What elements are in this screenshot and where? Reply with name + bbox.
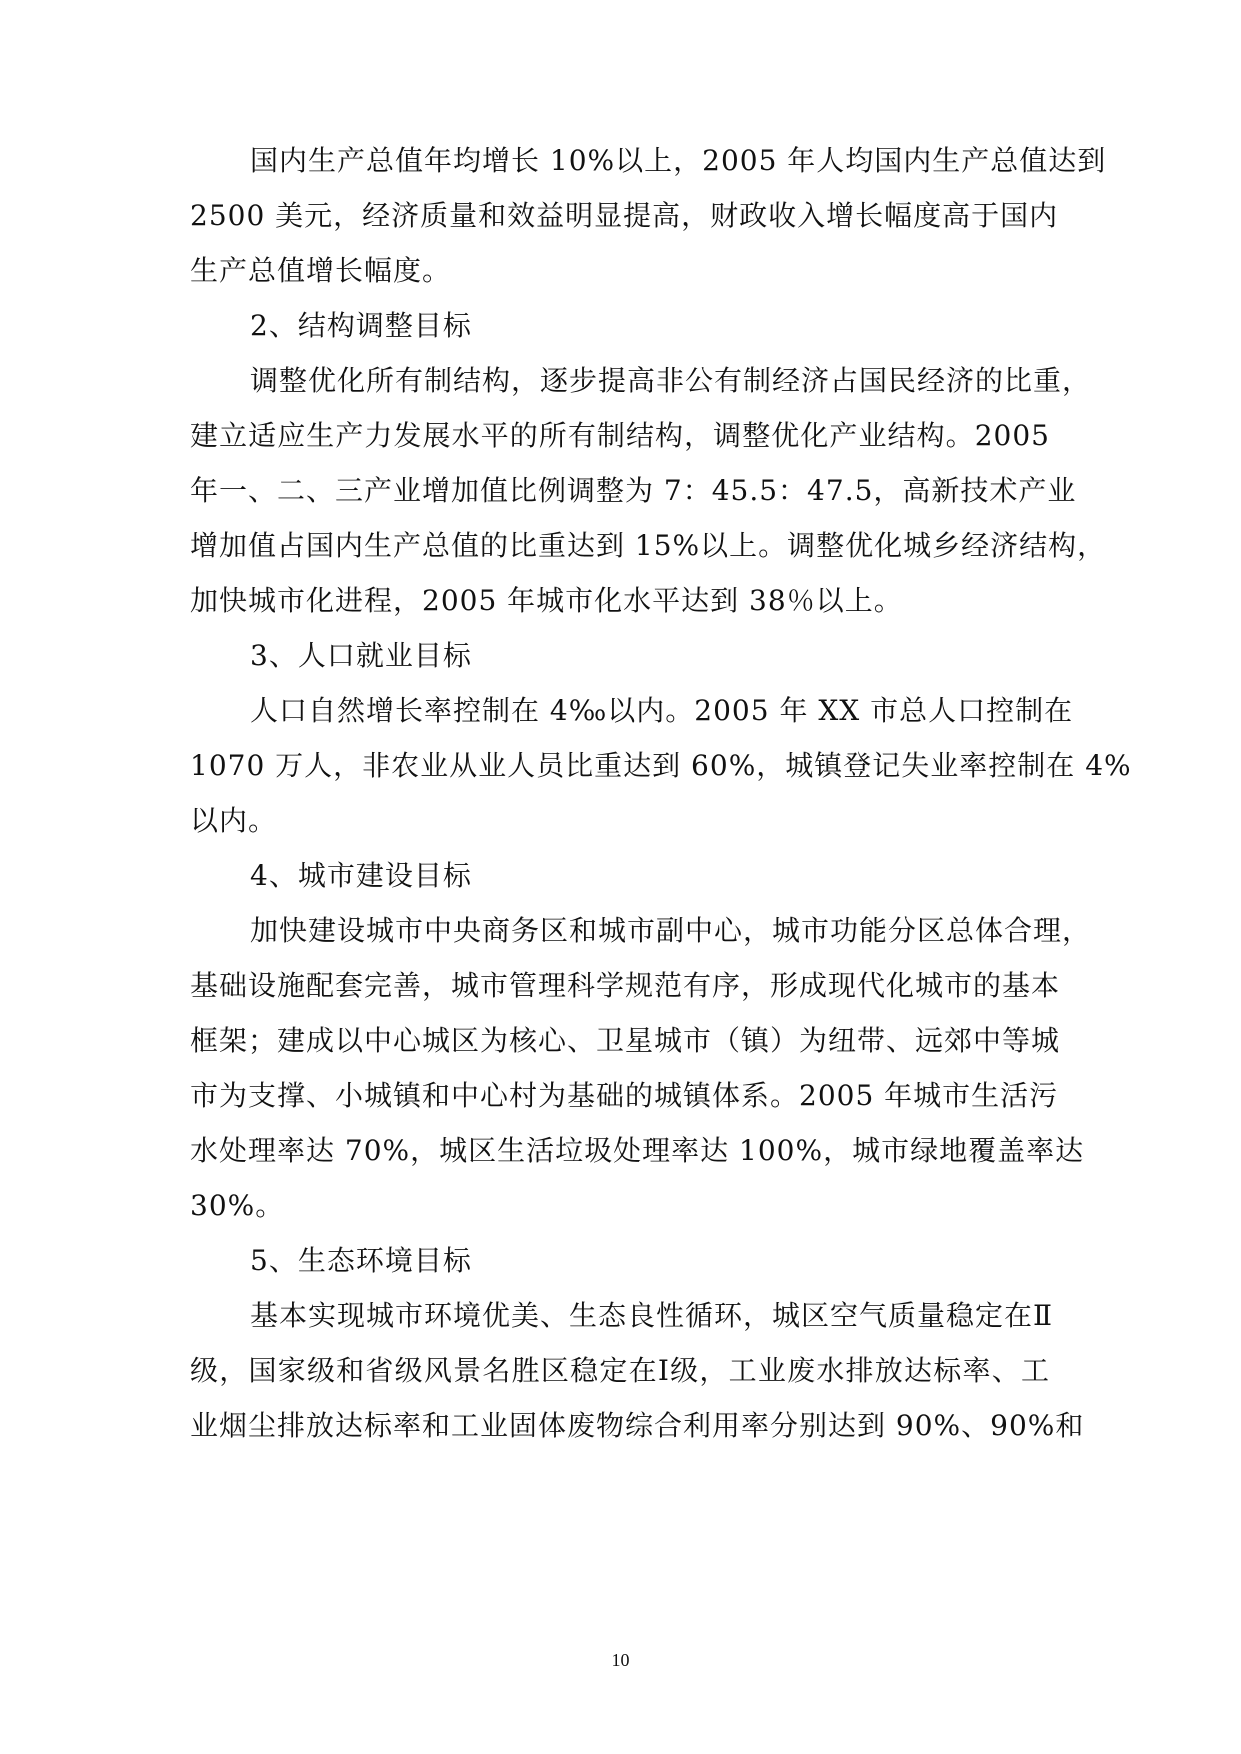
section-heading: 4、城市建设目标 [250, 859, 472, 892]
text-line: 级，国家级和省级风景名胜区稳定在Ⅰ级，工业废水排放达标率、工 [190, 1354, 1050, 1387]
text-line: 国内生产总值年均增长 10%以上，2005 年人均国内生产总值达到 [250, 144, 1107, 177]
text-line: 建立适应生产力发展水平的所有制结构，调整优化产业结构。2005 [190, 419, 1050, 452]
text-line: 基础设施配套完善，城市管理科学规范有序，形成现代化城市的基本 [190, 969, 1061, 1002]
text-line: 加快建设城市中央商务区和城市副中心，城市功能分区总体合理， [250, 914, 1092, 947]
page-number: 10 [611, 1650, 630, 1670]
text-line: 业烟尘排放达标率和工业固体废物综合利用率分别达到 90%、90%和 [190, 1409, 1085, 1442]
text-line: 生产总值增长幅度。 [190, 254, 452, 287]
text-line: 1070 万人，非农业从业人员比重达到 60%，城镇登记失业率控制在 4% [190, 749, 1132, 782]
text-line: 增加值占国内生产总值的比重达到 15%以上。调整优化城乡经济结构， [190, 529, 1107, 562]
text-line: 人口自然增长率控制在 4‰以内。2005 年 XX 市总人口控制在 [250, 694, 1074, 727]
section-heading: 2、结构调整目标 [250, 309, 472, 342]
section-heading: 3、人口就业目标 [250, 639, 472, 672]
text-line: 基本实现城市环境优美、生态良性循环，城区空气质量稳定在Ⅱ [250, 1299, 1054, 1332]
text-line: 年一、二、三产业增加值比例调整为 7：45.5：47.5，高新技术产业 [190, 474, 1077, 507]
text-line: 框架；建成以中心城区为核心、卫星城市（镇）为纽带、远郊中等城 [190, 1024, 1061, 1057]
text-line: 加快城市化进程，2005 年城市化水平达到 38％以上。 [190, 584, 903, 617]
text-line: 30%。 [190, 1189, 285, 1222]
text-line: 市为支撑、小城镇和中心村为基础的城镇体系。2005 年城市生活污 [190, 1079, 1059, 1112]
text-line: 2500 美元，经济质量和效益明显提高，财政收入增长幅度高于国内 [190, 199, 1059, 232]
text-line: 以内。 [190, 804, 278, 837]
text-line: 水处理率达 70%，城区生活垃圾处理率达 100%，城市绿地覆盖率达 [190, 1134, 1085, 1167]
text-line: 调整优化所有制结构，逐步提高非公有制经济占国民经济的比重， [250, 364, 1092, 397]
section-heading: 5、生态环境目标 [250, 1244, 472, 1277]
